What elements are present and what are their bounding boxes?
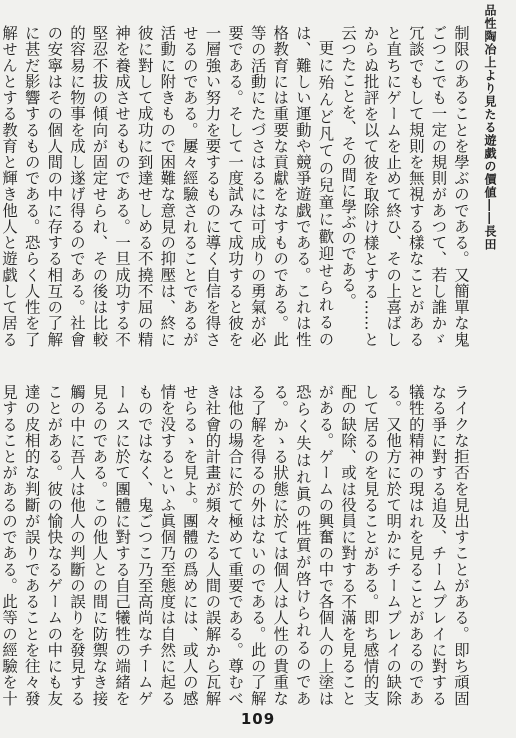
text-block-upper bbox=[2, 25, 472, 347]
paragraph: 更に殆んど凡ての兒童に歡迎せられるのは、難しい運動や競爭遊戯である。これは性格教育には重要な貢獻をなすものである。此等の活動にたづさはるには可成りの勇氣が必要である。そして一度試みて成功すると彼を一層強い努力を要するものに導く自信を得させるのである。屢々經驗されることであるが活動に附きもので困難な意見の抑壓は、終に彼に對して成功に到達せしめる不撓不屈の精神を養成させるものである。一旦成功する不堅忍不拔の傾向が固定せられ、その後は比較的容易に物事を成し遂げ得るのである。社會の安寧はその個人間の中に存する相互の了解に甚だ影響するものである。恐らく人性を了解せんとする教育と輝き他人と遊戯して居る bbox=[0, 25, 335, 347]
paragraph: ライクな拒否を見出すことがある。即ち頑固なる爭に對する追及、チームプレイに對する犠牲的精神の現はれを見ることがあるのである。又他方に於て明かにチームプレイの缺除して居るのを見ることがある。即ち感情的支配の缺除、或は役員に對する不滿を見ることがある。ゲームの興奮の中で各個人の上塗は恐らく失はれ眞の性質が啓けられるのである。かゝる狀態に於ては個人は人性の貴重なる了解を得るの外はないのである。此の了解は他の場合に於て極めて重要である。尊むべき社會的計畫が頻々たる人間の誤解から瓦解せらるゝを見よ。團體の爲めには、或人の感情を没するといふ眞個乃至態度は自然に起るものではなく、鬼ごつこ乃至高尚なチームゲームスに於て團體に對する自己犧牲の端緒を見るのである。この他人との間に防禦なき接觸の中に吾人は他人の判斷の誤りを發見することがある。彼の愉快なるゲームの中にも友達の皮相的な判斷が誤りであることを往々發見することがあるのである。此等の經驗を十 bbox=[0, 384, 470, 706]
paragraph: 制限のあることを學ぶのである。又簡單な鬼ごつこでも一定の規則があつて、若し誰かゞ冗談でもして規則を無視する樣なことがあると直ちにゲームを止めて終ひ、その上喜ばしからぬ批評を以て彼を取除け樣とする……と云つたことを、その間に學ぶのである。 bbox=[339, 25, 470, 347]
running-head: 品性陶冶上より見たる遊戯の價値――長田 bbox=[483, 4, 497, 251]
text-block-lower bbox=[2, 384, 472, 706]
page-number: 109 bbox=[240, 710, 276, 728]
